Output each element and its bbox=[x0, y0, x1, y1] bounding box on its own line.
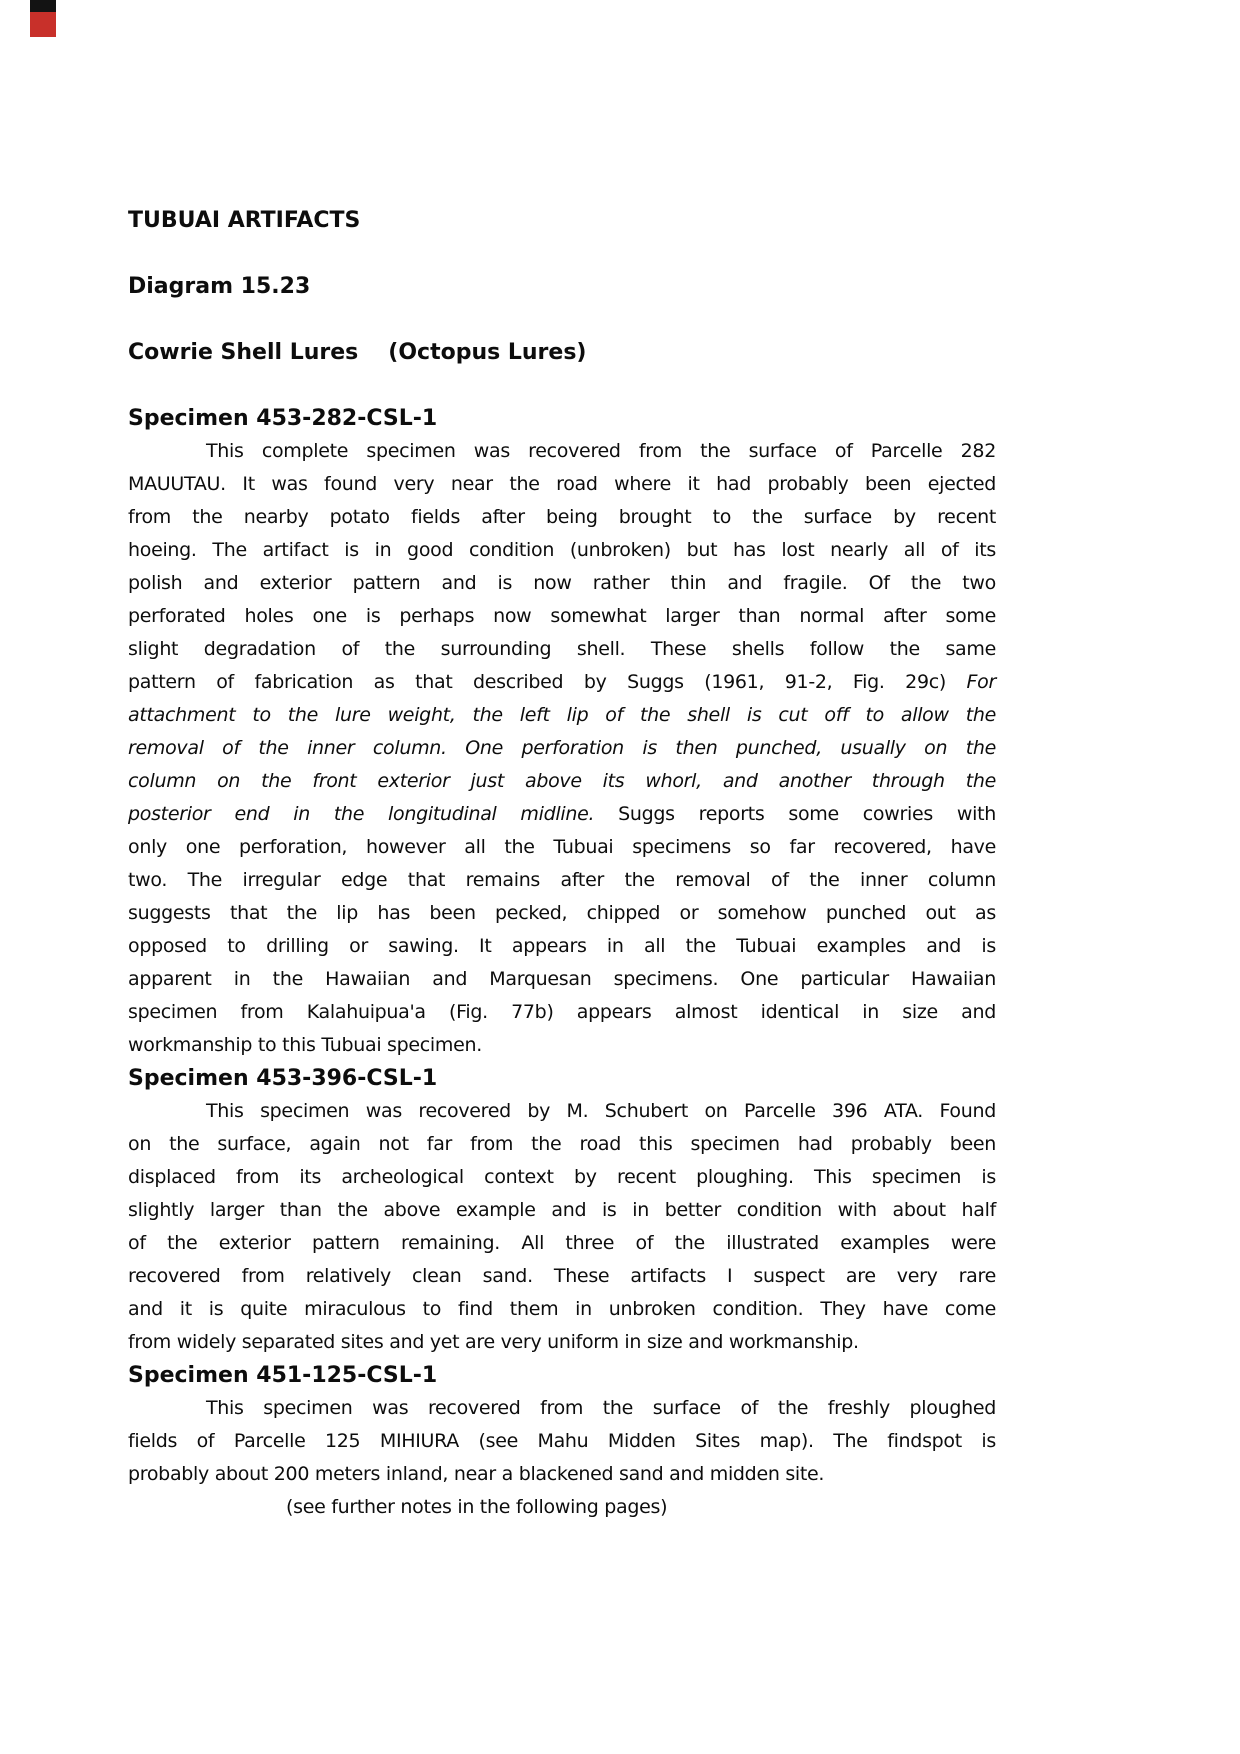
text-segment: recovered from relatively clean sand. These artifacts I suspect are very rare bbox=[128, 1265, 996, 1287]
text-segment: (see further notes in the following pages) bbox=[286, 1496, 668, 1518]
specimen-heading: Specimen 453-396-CSL-1 bbox=[128, 1066, 438, 1091]
text-segment: opposed to drilling or sawing. It appears in all the Tubuai examples and is bbox=[128, 935, 996, 957]
text-segment: slight degradation of the surrounding shell. These shells follow the same bbox=[128, 638, 996, 660]
text-line bbox=[128, 864, 996, 897]
document-title: TUBUAI ARTIFACTS bbox=[128, 208, 361, 233]
text-segment: This specimen was recovered from the surface of the freshly ploughed bbox=[206, 1397, 996, 1419]
italic-text-segment: column on the front exterior just above its whorl, and another through the bbox=[128, 770, 996, 792]
specimen-heading: Specimen 451-125-CSL-1 bbox=[128, 1363, 438, 1388]
text-segment: and it is quite miraculous to find them in unbroken condition. They have come bbox=[128, 1298, 996, 1320]
text-line bbox=[128, 699, 996, 732]
text-line bbox=[128, 798, 996, 831]
text-line bbox=[128, 666, 996, 699]
text-segment: This complete specimen was recovered from the surface of Parcelle 282 bbox=[206, 440, 996, 462]
text-segment: probably about 200 meters inland, near a blackened sand and midden site. bbox=[128, 1463, 825, 1485]
text-line bbox=[286, 1491, 996, 1524]
text-segment: hoeing. The artifact is in good condition (unbroken) but has lost nearly all of its bbox=[128, 539, 996, 561]
text-line bbox=[128, 1029, 996, 1062]
text-line bbox=[128, 1095, 996, 1128]
text-line bbox=[128, 1392, 996, 1425]
text-segment: from the nearby potato fields after being brought to the surface by recent bbox=[128, 506, 996, 528]
text-line bbox=[128, 1425, 996, 1458]
text-line bbox=[128, 1326, 996, 1359]
text-segment: fields of Parcelle 125 MIHIURA (see Mahu Midden Sites map). The findspot is bbox=[128, 1430, 996, 1452]
text-line bbox=[128, 963, 996, 996]
text-segment: perforated holes one is perhaps now somewhat larger than normal after some bbox=[128, 605, 996, 627]
italic-text-segment: posterior end in the longitudinal midline. bbox=[128, 803, 595, 825]
text-line bbox=[128, 1293, 996, 1326]
text-line bbox=[128, 1458, 996, 1491]
document-sections bbox=[128, 402, 996, 1524]
text-segment: only one perforation, however all the Tubuai specimens so far recovered, have bbox=[128, 836, 996, 858]
italic-text-segment: attachment to the lure weight, the left lip of the shell is cut off to allow the bbox=[128, 704, 996, 726]
text-line bbox=[128, 435, 996, 468]
text-line bbox=[128, 468, 996, 501]
specimen-heading: Specimen 453-282-CSL-1 bbox=[128, 406, 438, 431]
text-line bbox=[128, 1260, 996, 1293]
text-segment: pattern of fabrication as that described by Suggs (1961, 91-2, Fig. 29c) bbox=[128, 671, 967, 693]
text-line bbox=[128, 930, 996, 963]
text-line bbox=[128, 600, 996, 633]
text-segment: from widely separated sites and yet are very uniform in size and workmanship. bbox=[128, 1331, 859, 1353]
text-segment: specimen from Kalahuipua'a (Fig. 77b) appears almost identical in size and bbox=[128, 1001, 996, 1023]
italic-text-segment: For bbox=[966, 671, 996, 693]
text-segment: Suggs reports some cowries with bbox=[594, 803, 996, 825]
diagram-label: Diagram 15.23 bbox=[128, 274, 311, 299]
text-segment: MAUUTAU. It was found very near the road where it had probably been ejected bbox=[128, 473, 996, 495]
text-segment: displaced from its archeological context by recent ploughing. This specimen is bbox=[128, 1166, 996, 1188]
document-body bbox=[128, 204, 996, 1524]
text-line bbox=[128, 501, 996, 534]
text-segment: two. The irregular edge that remains after the removal of the inner column bbox=[128, 869, 996, 891]
text-line bbox=[128, 1161, 996, 1194]
text-line bbox=[128, 1227, 996, 1260]
text-line bbox=[128, 831, 996, 864]
text-line bbox=[128, 567, 996, 600]
text-line bbox=[128, 633, 996, 666]
italic-text-segment: removal of the inner column. One perforation is then punched, usually on the bbox=[128, 737, 996, 759]
text-line bbox=[128, 765, 996, 798]
scan-corner-mark bbox=[30, 0, 56, 37]
text-segment: This specimen was recovered by M. Schubert on Parcelle 396 ATA. Found bbox=[206, 1100, 996, 1122]
text-segment: slightly larger than the above example and is in better condition with about half bbox=[128, 1199, 996, 1221]
text-segment: on the surface, again not far from the road this specimen had probably been bbox=[128, 1133, 996, 1155]
document-subtitle bbox=[128, 336, 996, 369]
text-segment: of the exterior pattern remaining. All three of the illustrated examples were bbox=[128, 1232, 996, 1254]
text-line bbox=[128, 1128, 996, 1161]
subtitle-main: Cowrie Shell Lures bbox=[128, 340, 359, 365]
text-line bbox=[128, 732, 996, 765]
text-line bbox=[128, 996, 996, 1029]
text-line bbox=[128, 897, 996, 930]
text-segment: suggests that the lip has been pecked, chipped or somehow punched out as bbox=[128, 902, 996, 924]
text-segment: polish and exterior pattern and is now rather thin and fragile. Of the two bbox=[128, 572, 996, 594]
text-segment: workmanship to this Tubuai specimen. bbox=[128, 1034, 482, 1056]
text-line bbox=[128, 534, 996, 567]
text-line bbox=[128, 1194, 996, 1227]
subtitle-note: (Octopus Lures) bbox=[388, 340, 587, 365]
text-segment: apparent in the Hawaiian and Marquesan specimens. One particular Hawaiian bbox=[128, 968, 996, 990]
